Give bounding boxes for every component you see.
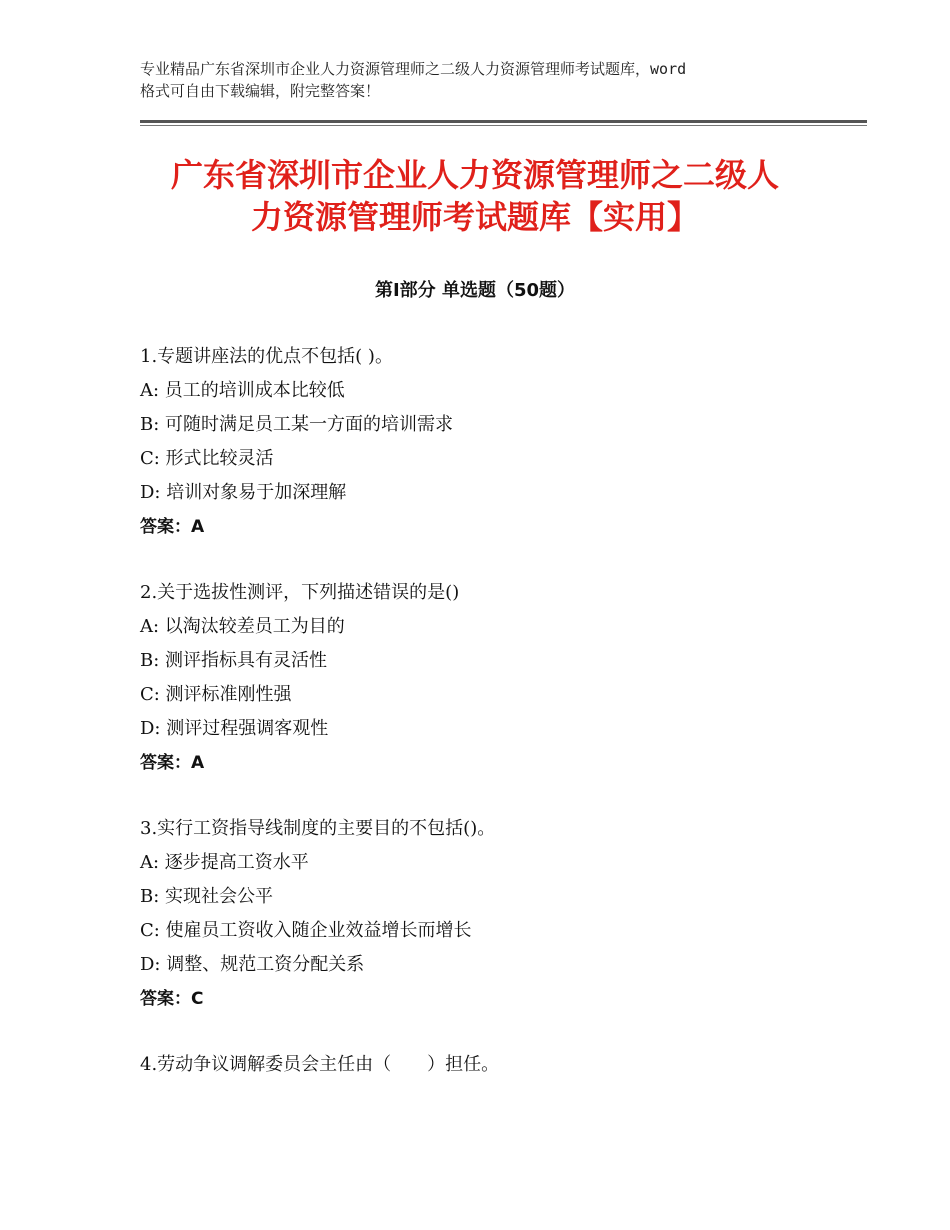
option-c: C: 使雇员工资收入随企业效益增长而增长 — [140, 920, 472, 941]
document-title-line-1: 广东省深圳市企业人力资源管理师之二级人 — [170, 156, 779, 194]
question-stem: 4.劳动争议调解委员会主任由（ ）担任。 — [140, 1054, 500, 1075]
document-title — [100, 154, 850, 238]
question-3 — [140, 812, 840, 1016]
option-a: A: 员工的培训成本比较低 — [140, 380, 345, 401]
question-list — [140, 340, 840, 1114]
question-stem: 1.专题讲座法的优点不包括( )。 — [140, 346, 393, 367]
section-title: 第Ⅰ部分 单选题（50题） — [374, 280, 575, 301]
document-title-line-2: 力资源管理师考试题库【实用】 — [250, 198, 699, 236]
question-stem: 3.实行工资指导线制度的主要目的不包括()。 — [140, 818, 496, 839]
header-note-line-1: 专业精品广东省深圳市企业人力资源管理师之二级人力资源管理师考试题库，word — [140, 60, 687, 78]
question-4 — [140, 1048, 840, 1082]
header-rule-thick — [140, 120, 867, 123]
question-1 — [140, 340, 840, 544]
answer-label: 答案：A — [140, 517, 205, 537]
answer-label: 答案：C — [140, 989, 204, 1009]
answer-label: 答案：A — [140, 753, 205, 773]
option-d: D: 测评过程强调客观性 — [140, 718, 329, 739]
option-c: C: 形式比较灵活 — [140, 448, 274, 469]
header-rule-thin — [140, 125, 867, 126]
question-stem: 2.关于选拔性测评，下列描述错误的是() — [140, 582, 460, 603]
option-d: D: 培训对象易于加深理解 — [140, 482, 347, 503]
option-c: C: 测评标准刚性强 — [140, 684, 292, 705]
option-a: A: 以淘汰较差员工为目的 — [140, 616, 345, 637]
option-d: D: 调整、规范工资分配关系 — [140, 954, 365, 975]
option-b: B: 测评指标具有灵活性 — [140, 650, 328, 671]
option-a: A: 逐步提高工资水平 — [140, 852, 309, 873]
option-b: B: 可随时满足员工某一方面的培训需求 — [140, 414, 454, 435]
header-note — [140, 58, 840, 102]
option-b: B: 实现社会公平 — [140, 886, 274, 907]
header-note-line-2: 格式可自由下载编辑，附完整答案！ — [140, 82, 381, 100]
question-2 — [140, 576, 840, 780]
